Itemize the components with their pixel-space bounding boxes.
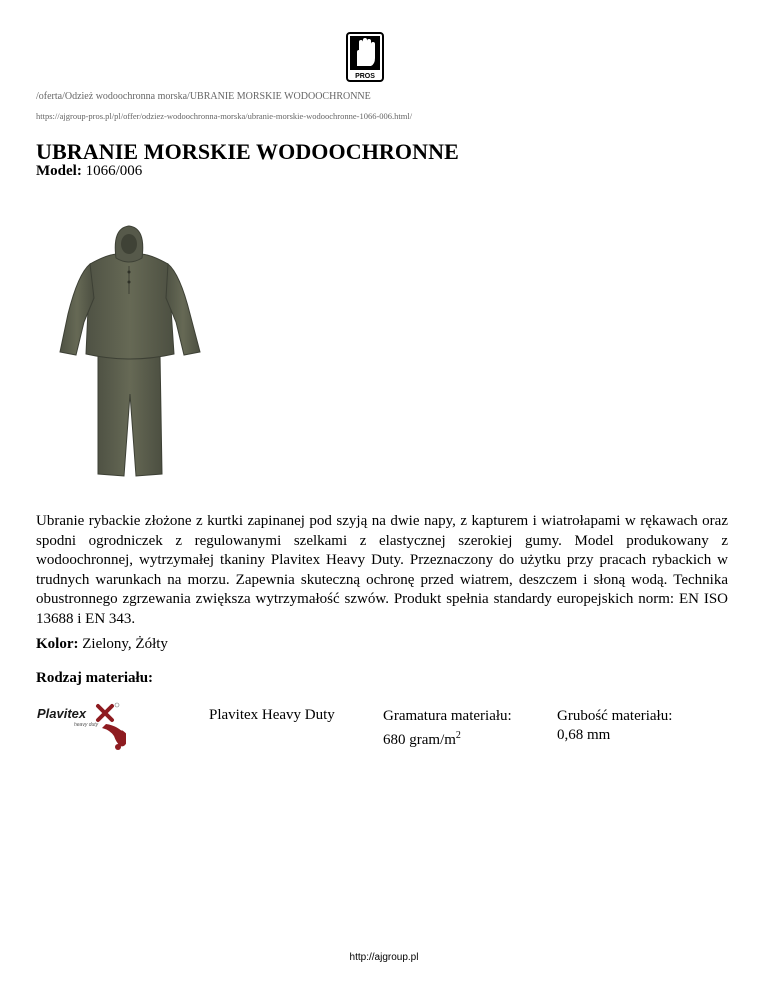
thickness-value: 0,68 mm: [557, 727, 611, 743]
product-description: Ubranie rybackie złożone z kurtki zapinanej pod szyją na dwie napy, z kapturem i wiatrołapami w rękawach oraz spodni ogrodniczek z regulowanymi szelkami z elastycznej szerokiej gumy. Model produkowany z wodoochronnej, wytrzymałej tkaniny Plavitex Heavy Duty. Przeznaczony do użytku przy pracach rybackich w trudnych warunkach na morzu. Zapewnia skuteczną ochronę przed wiatrem, deszczem i słoną wodą. Technika obustronnego zgrzewania zwiększa wytrzymałość szwów. Produkt spełnia standardy europejskich norm: EN ISO 13688 i EN 343.: [36, 513, 728, 627]
weight-value-line: [383, 726, 512, 750]
svg-text:heavy duty: heavy duty: [74, 722, 99, 728]
pros-logo: [346, 32, 384, 82]
material-name: Plavitex Heavy Duty: [209, 707, 335, 723]
source-url[interactable]: https://ajgroup-pros.pl/pl/offer/odziez-wodoochronna-morska/ubranie-morskie-wodoochronne-1066-006.html/: [36, 111, 413, 121]
breadcrumb[interactable]: /oferta/Odzież wodoochronna morska/UBRANIE MORSKIE WODOOCHRONNE: [36, 91, 371, 102]
model-line: [36, 163, 142, 180]
footer-url[interactable]: http://ajgroup.pl: [349, 952, 419, 963]
material-weight: [383, 707, 512, 750]
weight-label: Gramatura materiału:: [383, 708, 512, 724]
model-value: 1066/006: [85, 163, 143, 179]
rain-suit-illustration: [38, 224, 218, 482]
svg-text:PROS: PROS: [355, 73, 375, 80]
color-label: Kolor:: [36, 636, 79, 652]
material-heading: Rodzaj materiału:: [36, 670, 154, 686]
color-line: [36, 636, 168, 653]
model-label: Model:: [36, 163, 82, 179]
color-value: Zielony, Żółty: [82, 636, 168, 652]
weight-exponent: 2: [455, 730, 461, 741]
weight-value: 680 gram/m: [383, 732, 456, 748]
material-thickness: [557, 707, 672, 745]
thickness-label: Grubość materiału:: [557, 708, 673, 724]
svg-text:Plavitex: Plavitex: [37, 706, 87, 721]
plavitex-logo: [36, 702, 126, 750]
page-title: UBRANIE MORSKIE WODOOCHRONNE: [36, 139, 459, 164]
